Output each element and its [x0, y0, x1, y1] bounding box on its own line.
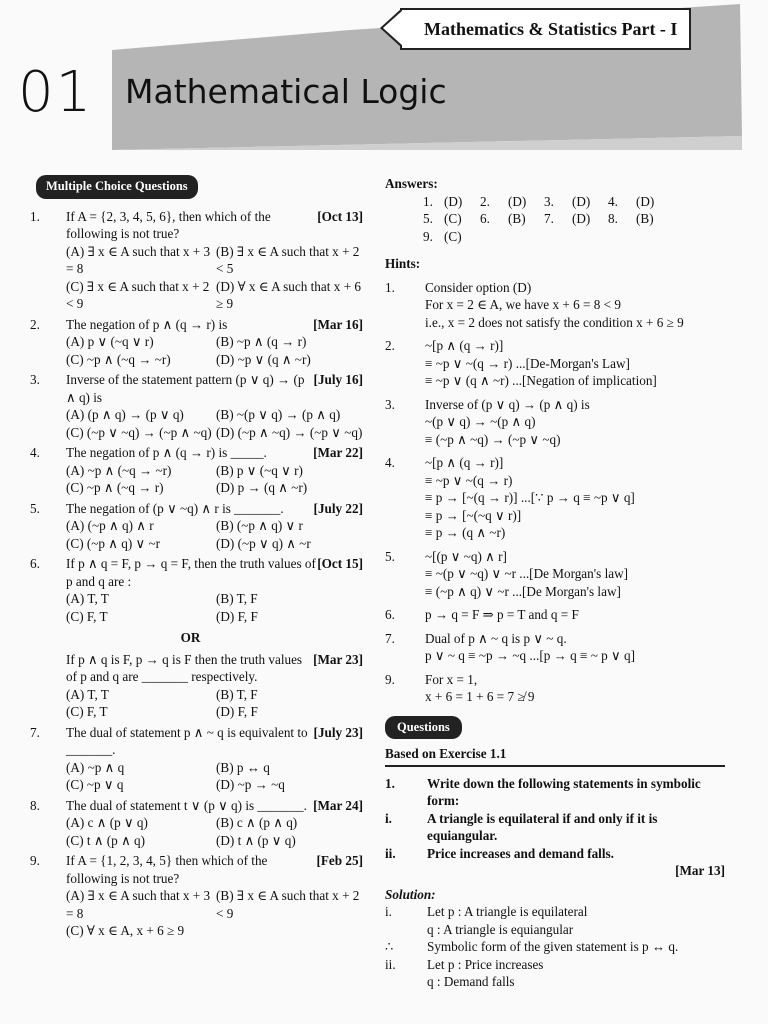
- hint-item: [385, 606, 725, 624]
- question-number: 1.: [385, 775, 395, 791]
- question-text: If p ∧ q is F, p → q is F then the truth values of p and q are _______ respectively.: [66, 651, 303, 684]
- option: (B) ∃ x ∈ A such that x + 2 < 5: [216, 243, 360, 276]
- or-label: OR: [180, 630, 201, 645]
- answers-row: [385, 210, 725, 228]
- answer-cell: (B): [636, 211, 654, 226]
- hint-line: p ∨ ~ q ≡ ~p → ~q ...[p → q ≡ ~ p ∨ q]: [425, 648, 635, 663]
- mcq-question: [18, 555, 363, 590]
- option: (D) (~p ∨ q) ∧ ~r: [216, 535, 311, 551]
- option: (C) ∃ x ∈ A such that x + 2 < 9: [66, 278, 210, 311]
- part-number: ii.: [385, 845, 396, 861]
- exam-tag: [Mar 16]: [313, 316, 363, 332]
- question-number: 7.: [30, 724, 40, 740]
- hint-line: ≡ p → [~(~q ∨ r)]: [425, 507, 522, 523]
- hint-line: x + 6 = 1 + 6 = 7 ≱ 9: [425, 689, 535, 704]
- question-text: Inverse of the statement pattern (p ∨ q) → (p ∧ q) is: [66, 372, 305, 405]
- hint-line: ~[p ∧ (q → r)]: [425, 338, 504, 353]
- mcq-question: [18, 852, 363, 887]
- mcq-question: [18, 797, 363, 815]
- hint-line: ≡ p → (q ∧ ~r): [425, 525, 506, 540]
- option: (B) c ∧ (p ∧ q): [216, 815, 298, 830]
- question-number: 6.: [30, 556, 40, 571]
- option: (A) ~p ∧ q: [66, 759, 125, 775]
- hint-number: 3.: [385, 396, 395, 412]
- option: (D) p → (q ∧ ~r): [216, 480, 308, 495]
- exam-tag: [Oct 15]: [317, 556, 363, 571]
- mcq-question: [18, 651, 363, 686]
- options-grid: [18, 590, 363, 625]
- section-label-questions: Questions: [385, 716, 462, 740]
- question-item: [385, 775, 725, 810]
- hint-number: 6.: [385, 607, 395, 622]
- question-number: 1.: [30, 208, 40, 224]
- hint-number: 5.: [385, 548, 395, 564]
- hint-number: 9.: [385, 671, 395, 687]
- exam-tag: [Mar 23]: [313, 651, 363, 667]
- mcq-question: [18, 500, 363, 518]
- exam-tag: [Mar 24]: [313, 797, 363, 813]
- answer-cell: (C): [444, 211, 462, 226]
- exam-tag: [July 22]: [313, 500, 363, 516]
- solution-item: [385, 956, 725, 991]
- option: (C) (~p ∧ q) ∨ ~r: [66, 535, 160, 551]
- answer-cell: [572, 228, 602, 246]
- solution-item: [385, 903, 725, 938]
- solution-label: Solution:: [385, 886, 436, 902]
- option: (C) F, T: [66, 608, 108, 624]
- answer-cell: (D): [572, 211, 591, 226]
- answer-cell: 3.: [544, 193, 554, 209]
- solution-number: ii.: [385, 956, 396, 972]
- hint-number: 2.: [385, 338, 395, 353]
- answer-cell: 7.: [544, 211, 554, 226]
- option: (B) ∃ x ∈ A such that x + 2 < 9: [216, 888, 360, 921]
- solution-number: i.: [385, 904, 392, 919]
- options-grid: [18, 814, 363, 849]
- question-number: 3.: [30, 372, 40, 387]
- question-number: 8.: [30, 797, 40, 813]
- option: (D) t ∧ (p ∨ q): [216, 832, 296, 848]
- option: (C) ~p ∧ (~q → r): [66, 480, 164, 495]
- hint-line: ~(p ∨ q) → ~(p ∧ q): [425, 414, 536, 429]
- option: (C) ∀ x ∈ A, x + 6 ≥ 9: [66, 923, 185, 938]
- mcq-question: [18, 724, 363, 759]
- solution-line: q : A triangle is equiangular: [427, 921, 574, 937]
- mcq-question: [18, 444, 363, 462]
- answer-cell: 6.: [480, 211, 490, 226]
- hint-line: ≡ ~p ∨ ~(q → r) ...[De-Morgan's Law]: [425, 355, 630, 371]
- question-text: Write down the following statements in symbolic form:: [427, 775, 701, 808]
- answers-title: Answers:: [385, 176, 438, 191]
- section-label-mcq: Multiple Choice Questions: [36, 175, 198, 199]
- hint-line: For x = 2 ∈ A, we have x + 6 = 8 < 9: [425, 297, 621, 312]
- option: (B) T, F: [216, 686, 258, 702]
- option: (C) ~p ∧ (~q → ~r): [66, 351, 171, 367]
- solution-line: q : Demand falls: [427, 974, 515, 989]
- solution-number: ∴: [385, 939, 394, 954]
- hint-line: For x = 1,: [425, 671, 478, 687]
- answer-cell: (B): [508, 211, 526, 226]
- chapter-number: 01: [18, 60, 94, 125]
- hint-item: [385, 548, 725, 601]
- question-number: 5.: [30, 500, 40, 516]
- hint-line: Dual of p ∧ ~ q is p ∨ ~ q.: [425, 630, 567, 646]
- hint-item: [385, 671, 725, 706]
- answer-cell: 2.: [480, 193, 490, 209]
- question-text: If A = {2, 3, 4, 5, 6}, then which of the following is not true?: [66, 208, 271, 241]
- question-number: 4.: [30, 445, 40, 460]
- question-text: If A = {1, 2, 3, 4, 5} then which of the following is not true?: [66, 853, 268, 886]
- option: (A) ~p ∧ (~q → ~r): [66, 462, 172, 478]
- question-text: The dual of statement p ∧ ~ q is equivalent to _______.: [66, 724, 308, 757]
- option: (C) (~p ∨ ~q) → (~p ∧ ~q): [66, 424, 212, 440]
- option: (A) (p ∧ q) → (p ∨ q): [66, 407, 184, 422]
- option: (D) F, F: [216, 608, 258, 624]
- option: (B) ~(p ∨ q) → (p ∧ q): [216, 407, 341, 422]
- exam-tag: [Feb 25]: [316, 853, 363, 868]
- hint-line: i.e., x = 2 does not satisfy the condition x + 6 ≥ 9: [425, 314, 684, 330]
- hint-item: [385, 454, 725, 542]
- options-grid: [18, 686, 363, 721]
- chapter-title: Mathematical Logic: [125, 72, 447, 111]
- question-text: The negation of (p ∨ ~q) ∧ r is _______.: [66, 500, 284, 516]
- hint-number: 7.: [385, 630, 395, 646]
- mcq-question: [18, 371, 363, 406]
- options-grid: [18, 333, 363, 368]
- answer-cell: [608, 228, 630, 246]
- hint-line: ≡ ~(p ∨ ~q) ∨ ~r ...[De Morgan's law]: [425, 566, 628, 581]
- option: (B) T, F: [216, 591, 258, 606]
- solution-line: Let p : A triangle is equilateral: [427, 904, 588, 919]
- mcq-question: [18, 208, 363, 243]
- option: (B) p ↔ q: [216, 759, 270, 775]
- question-part: [385, 845, 725, 863]
- part-number: i.: [385, 810, 392, 826]
- hint-line: Inverse of (p ∨ q) → (p ∧ q) is: [425, 396, 590, 412]
- answer-cell: (C): [444, 228, 462, 244]
- hint-item: [385, 337, 725, 390]
- hint-line: ≡ (~p ∧ q) ∨ ~r ...[De Morgan's law]: [425, 583, 621, 599]
- hint-line: ~[p ∧ (q → r)]: [425, 455, 504, 470]
- options-grid: [18, 462, 363, 497]
- answer-cell: 5.: [423, 211, 433, 226]
- exam-tag: [July 16]: [313, 372, 363, 387]
- hint-line: Consider option (D): [425, 279, 532, 295]
- option: (D) ~p ∨ (q ∧ ~r): [216, 351, 311, 367]
- option: (A) c ∧ (p ∨ q): [66, 815, 148, 830]
- hint-number: 4.: [385, 455, 395, 470]
- option: (A) p ∨ (~q ∨ r): [66, 334, 154, 349]
- answer-cell: 8.: [608, 211, 618, 226]
- answer-cell: (D): [508, 193, 527, 209]
- question-number: 9.: [30, 853, 40, 868]
- book-title-chip: [400, 8, 691, 50]
- option: (C) ~p ∨ q: [66, 777, 124, 792]
- book-title: Mathematics & Statistics Part - I: [424, 18, 678, 39]
- option: (B) (~p ∧ q) ∨ r: [216, 518, 303, 533]
- question-text: If p ∧ q = F, p → q = F, then the truth values of p and q are :: [66, 556, 316, 589]
- options-grid: [18, 517, 363, 552]
- answer-cell: [544, 228, 566, 246]
- exam-tag: [July 23]: [313, 724, 363, 740]
- answer-cell: 1.: [423, 193, 433, 209]
- hint-item: [385, 396, 725, 449]
- options-grid: [18, 406, 363, 441]
- hint-number: 1.: [385, 279, 395, 295]
- right-column: [385, 175, 725, 991]
- hint-line: p → q = F ⇒ p = T and q = F: [425, 607, 579, 622]
- options-grid: [18, 887, 363, 940]
- answer-cell: [508, 228, 538, 246]
- question-number: 2.: [30, 316, 40, 332]
- answer-cell: (D): [572, 193, 591, 209]
- option: (A) ∃ x ∈ A such that x + 3 = 8: [66, 888, 211, 921]
- option: (B) p ∨ (~q ∨ r): [216, 462, 303, 478]
- arrow-left-icon: [383, 10, 403, 46]
- part-text: Price increases and demand falls.: [427, 845, 614, 861]
- answer-cell: [636, 228, 666, 246]
- option: (C) F, T: [66, 704, 108, 719]
- answer-cell: 9.: [423, 228, 433, 244]
- option: (D) F, F: [216, 704, 258, 719]
- solution-line: Let p : Price increases: [427, 956, 544, 972]
- option: (A) (~p ∧ q) ∧ r: [66, 518, 154, 533]
- hint-line: ≡ ~p ∨ ~(q → r): [425, 472, 513, 488]
- question-text: The dual of statement t ∨ (p ∨ q) is _______.: [66, 797, 307, 813]
- question-tag: [Mar 13]: [675, 863, 725, 878]
- left-column: [18, 175, 363, 940]
- hint-item: [385, 279, 725, 332]
- exam-tag: [Oct 13]: [317, 208, 363, 224]
- answer-cell: [480, 228, 502, 246]
- hint-line: ≡ (~p ∧ ~q) → (~p ∨ ~q): [425, 431, 561, 447]
- based-on-exercise: Based on Exercise 1.1: [385, 745, 725, 767]
- options-grid: [18, 759, 363, 794]
- option: (B) ~p ∧ (q → r): [216, 334, 307, 349]
- option: (D) ∀ x ∈ A such that x + 6 ≥ 9: [216, 278, 361, 311]
- option: (A) T, T: [66, 591, 109, 606]
- answer-cell: 4.: [608, 193, 618, 209]
- part-text: A triangle is equilateral if and only if it is equiangular.: [427, 810, 658, 843]
- mcq-question: [18, 316, 363, 334]
- answers-row: [385, 193, 725, 211]
- hint-line: ≡ ~p ∨ (q ∧ ~r) ...[Negation of implication]: [425, 373, 657, 388]
- option: (D) ~p → ~q: [216, 777, 285, 792]
- question-part: [385, 810, 725, 845]
- answer-cell: (D): [444, 193, 463, 209]
- hint-item: [385, 630, 725, 665]
- hint-line: ~[(p ∨ ~q) ∧ r]: [425, 548, 507, 564]
- question-text: The negation of p ∧ (q → r) is _____.: [66, 445, 267, 460]
- question-text: The negation of p ∧ (q → r) is: [66, 316, 228, 332]
- hint-line: ≡ p → [~(q → r)] ...[∵ p → q ≡ ~p ∨ q]: [425, 490, 635, 505]
- exam-tag: [Mar 22]: [313, 445, 363, 460]
- option: (C) t ∧ (p ∧ q): [66, 832, 146, 848]
- option: (A) T, T: [66, 686, 109, 702]
- option: (A) ∃ x ∈ A such that x + 3 = 8: [66, 243, 211, 276]
- option: (D) (~p ∧ ~q) → (~p ∨ ~q): [216, 424, 363, 440]
- solution-item: [385, 938, 725, 956]
- solution-line: Symbolic form of the given statement is p ↔ q.: [427, 939, 679, 954]
- hints-title: Hints:: [385, 256, 421, 271]
- answers-row: [385, 228, 725, 246]
- options-grid: [18, 243, 363, 313]
- answer-cell: (D): [636, 193, 655, 209]
